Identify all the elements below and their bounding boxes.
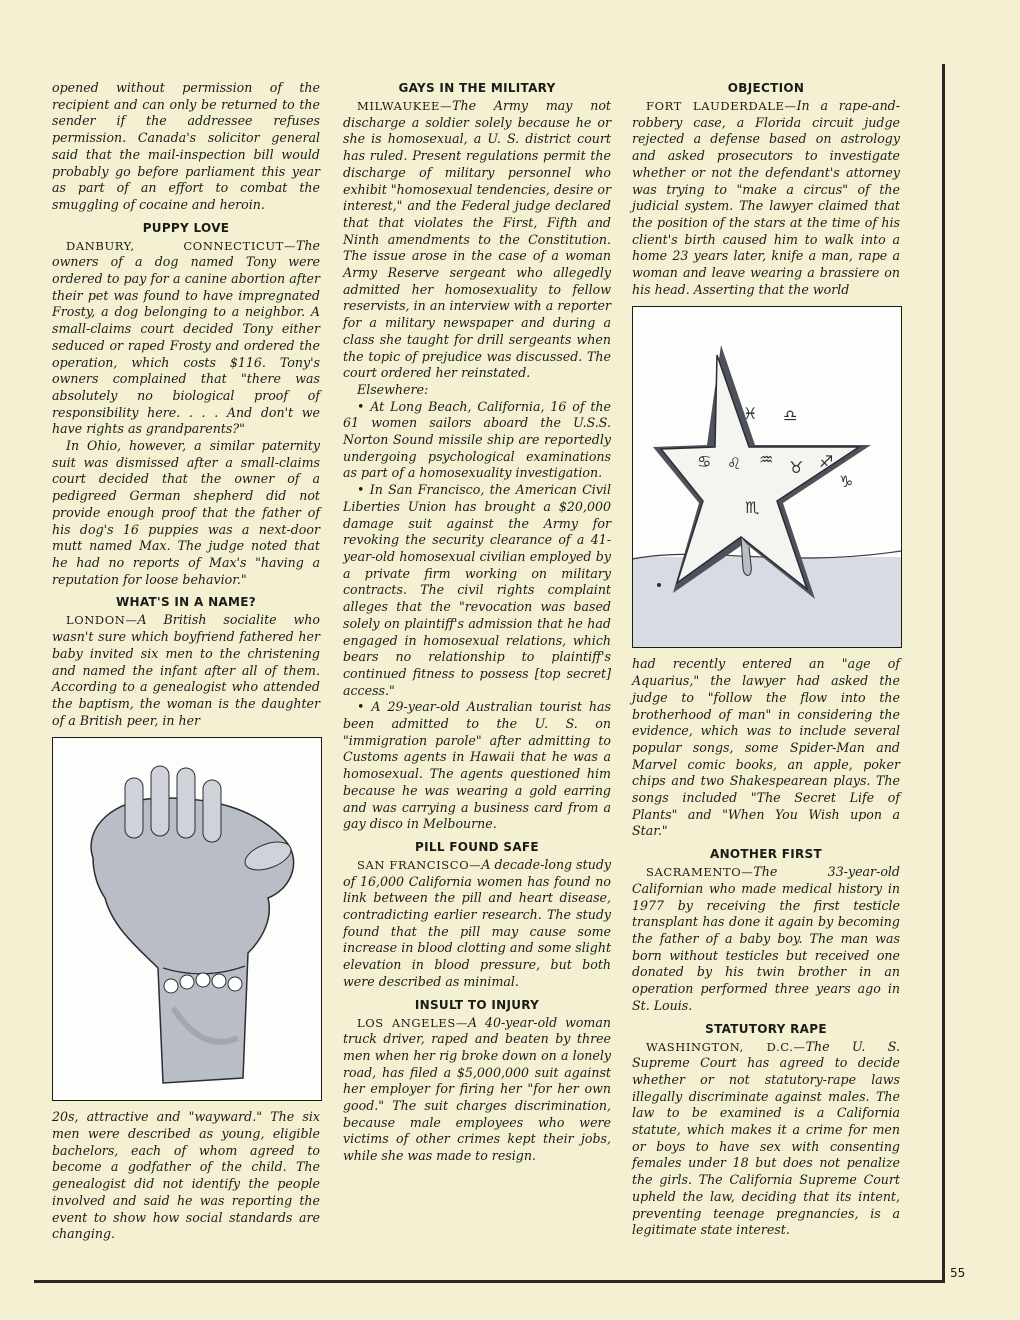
pill-paragraph-1: SAN FRANCISCO—A decade-long study of 16,000 California women has found no link between the pill and heart disease, contradicting earlier research. The study found that the pill may cause some increase in blood clotting and some slight elevation in blood pressure, but both were described as minimal. bbox=[343, 856, 611, 989]
zodiac-glyph: ♏ bbox=[745, 498, 760, 518]
whats-in-a-name-heading: WHAT'S IN A NAME? bbox=[116, 595, 256, 610]
objection-paragraph-2: had recently entered an "age of Aquarius," the lawyer had asked the judge to "follow the flow into the brotherhood of man" in considering the evidence, which was to include several popular songs, some Spider-Man and Marvel comic books, an apple, poker chips and two Shakespearean plays. The songs included "The Secret Life of Plants" and "When You Wish upon a Star." bbox=[632, 656, 900, 839]
gays-paragraph-2: Elsewhere: bbox=[357, 381, 429, 397]
astrology-star-illustration bbox=[632, 306, 902, 648]
puppy-love-paragraph-2: In Ohio, however, a similar paternity suit was dismissed after a small-claims court decided that the owner of a pedigreed German shepherd did not provide enough proof that the father of his dog's 16 puppies was a next-door mutt named Max. The judge noted that he had no reports of Max's "having a reputation for loose behavior." bbox=[52, 438, 320, 587]
dateline: SACRAMENTO— bbox=[646, 865, 754, 880]
insult-to-injury-heading: INSULT TO INJURY bbox=[414, 997, 540, 1012]
another-first-heading: ANOTHER FIRST bbox=[709, 847, 822, 862]
statutory-paragraph-1: WASHINGTON, D.C.—The U. S. Supreme Court has agreed to decide whether or not statutory-rape laws illegally discriminate against males. The law to be examined is a California statute, which makes it a crime for men or boys to have sex with consenting females under 18 but does not penalize the girls. The California Supreme Court upheld the law, deciding that its intent, preventing teenage pregnancies, is a legitimate state interest. bbox=[632, 1038, 900, 1238]
gays-paragraph-1: MILWAUKEE—The Army may not discharge a soldier solely because he or she is homosexual, a U. S. district court has ruled. Present regulations permit the discharge of military personnel who exhibit "homosexual tendencies, desire or interest," and the Federal judge declared that that violates the First, Fifth and Ninth amendments to the Constitution. The issue arose in the case of a woman Army Reserve sergeant who allegedly admitted her homosexuality to fellow reservists, in an interview with a reporter for a military newspaper and during a class she taught for drill sergeants when the topic of prejudice was discussed. The court ordered her reinstated. bbox=[343, 98, 611, 381]
gays-paragraph-3: • At Long Beach, California, 16 of the 61 women sailors aboard the U.S.S. Norton Sound missile ship are reportedly undergoing psychological examinations as part of a homosexuality investigation. bbox=[343, 398, 611, 481]
page-number: 55 bbox=[950, 1266, 966, 1280]
dateline: LONDON— bbox=[66, 613, 138, 628]
baby-hand-illustration bbox=[52, 737, 322, 1101]
dateline: MILWAUKEE— bbox=[357, 99, 453, 113]
zodiac-glyph: ♒ bbox=[759, 450, 774, 470]
dateline: LOS ANGELES— bbox=[357, 1015, 468, 1030]
zodiac-glyph: ♓ bbox=[743, 404, 758, 424]
objection-paragraph-1: FORT LAUDERDALE—In a rape-and-robbery case, a Florida circuit judge rejected a defense based on astrology and asked prosecutors to investigate whether or not the defendant's attorney was trying to "make a circus" of the judicial system. The lawyer claimed that the position of the stars at the time of his client's birth caused him to walk into a home 23 years later, knife a man, rape a woman and leave wearing a brassiere on his head. Asserting that the world bbox=[632, 98, 900, 297]
gays-paragraph-5: • A 29-year-old Australian tourist has been admitted to the U. S. on "immigration parole" after admitting to Customs agents in Hawaii that he was a homosexual. The agents questioned him because he was wearing a gold earring and was carrying a business card from a gay disco in Melbourne. bbox=[343, 699, 611, 832]
puppy-love-paragraph-1: DANBURY, CONNECTICUT—The owners of a dog named Tony were ordered to pay for a canine abortion after their pet was found to have impregnated Frosty, a dog belonging to a neighbor. A small-claims court decided Tony either seduced or raped Frosty and ordered the operation, which costs $116. Tony's owners complained that "there was absolutely no biological proof of responsibility here. . . . And don't we have rights as grandparents?" bbox=[52, 237, 320, 437]
objection-heading: OBJECTION bbox=[727, 81, 805, 95]
column-1 bbox=[52, 80, 320, 1243]
intro-paragraph: opened without permission of the recipient and can only be returned to the sender if the addressee refuses permission. Canada's solicitor general said that the mail-inspection bill would probably go before parliament this year as part of an effort to combat the smuggling of cocaine and heroin. bbox=[52, 80, 320, 212]
another-first-paragraph-1: SACRAMENTO—The 33-year-old Californian who made medical history in 1977 by receiving the first testicle transplant has done it again by becoming the father of a baby boy. The man was born without testicles but received one donated by his twin brother in an operation performed three years ago in St. Louis. bbox=[632, 864, 900, 1013]
gays-paragraph-4: • In San Francisco, the American Civil Liberties Union has brought a $20,000 damage suit against the Army for revoking the security clearance of a 41-year-old homosexual civilian employed by a private firm working on military contracts. The civil rights complaint alleges that the "revocation was based solely on plaintiff's admission that he had engaged in homosexual relations, which bears no relationship to plaintiff's continued fitness to possess [top secret] access." bbox=[343, 482, 611, 698]
zodiac-glyph: ♐ bbox=[819, 452, 834, 472]
zodiac-glyph: ♎ bbox=[783, 406, 798, 426]
dateline: SAN FRANCISCO— bbox=[357, 857, 482, 872]
zodiac-glyph: ♉ bbox=[789, 458, 804, 478]
gays-in-the-military-heading: GAYS IN THE MILITARY bbox=[398, 81, 556, 95]
zodiac-glyph: ♌ bbox=[727, 454, 742, 474]
dateline: WASHINGTON, D.C.— bbox=[646, 1039, 806, 1054]
dateline: FORT LAUDERDALE— bbox=[646, 99, 797, 113]
column-3 bbox=[632, 80, 900, 1239]
statutory-rape-heading: STATUTORY RAPE bbox=[705, 1021, 827, 1036]
dateline: DANBURY, CONNECTICUT— bbox=[66, 238, 297, 253]
puppy-love-heading: PUPPY LOVE bbox=[142, 220, 230, 235]
whats-in-a-name-paragraph-1: LONDON—A British socialite who wasn't sure which boyfriend fathered her baby invited six men to the christening and named the infant after all of them. According to a genealogist who attended the baptism, the woman is the daughter of a British peer, in her bbox=[52, 612, 320, 728]
insult-paragraph-1: LOS ANGELES—A 40-year-old woman truck driver, raped and beaten by three men when her rig broke down on a lonely road, has filed a $5,000,000 suit against her employer for firing her "for her own good." The suit charges discrimination, because male employees who were victims of other crimes kept their jobs, while she was made to resign. bbox=[343, 1014, 611, 1164]
zodiac-glyph: ♋ bbox=[697, 452, 712, 472]
whats-in-a-name-paragraph-2: 20s, attractive and "wayward." The six men were described as young, eligible bachelors, each of whom agreed to become a godfather of the child. The genealogist did not identify the people involved and said he was reporting the event to show how social standards are changing. bbox=[52, 1109, 320, 1242]
pill-found-safe-heading: PILL FOUND SAFE bbox=[415, 839, 539, 854]
zodiac-glyph: ♑ bbox=[839, 472, 854, 492]
column-2 bbox=[343, 80, 611, 1165]
